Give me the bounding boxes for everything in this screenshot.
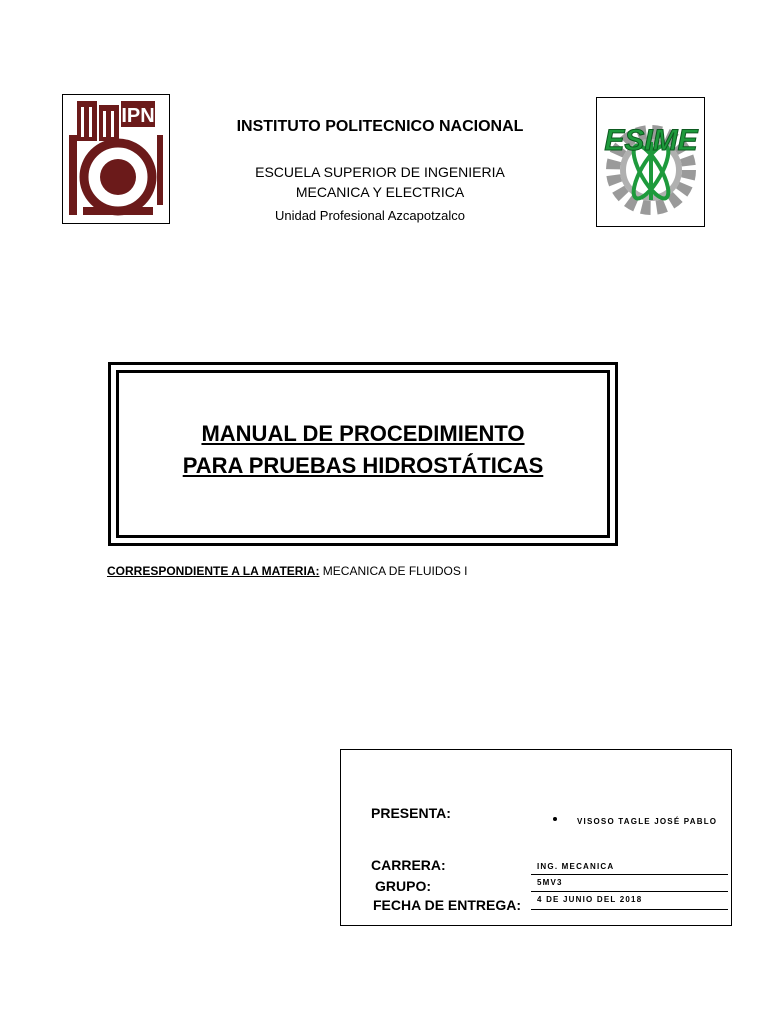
esime-gear-icon <box>597 98 704 226</box>
fecha-label: FECHA DE ENTREGA: <box>373 897 522 913</box>
title-frame-inner <box>116 370 610 538</box>
fecha-underline <box>531 909 728 910</box>
school-name-line2: MECANICA Y ELECTRICA <box>295 184 465 200</box>
institution-name: INSTITUTO POLITECNICO NACIONAL <box>236 118 524 135</box>
esime-logo <box>596 97 705 227</box>
presenta-label: PRESENTA: <box>371 805 451 821</box>
carrera-label: CARRERA: <box>371 857 446 873</box>
ipn-logo <box>62 94 170 224</box>
title-frame <box>108 362 618 546</box>
subject-label: CORRESPONDIENTE A LA MATERIA: <box>107 564 320 578</box>
title-line1: MANUAL DE PROCEDIMIENTO <box>201 421 525 446</box>
carrera-value: ING. MECANICA <box>537 862 615 871</box>
subject-value: MECANICA DE FLUIDOS I <box>322 564 468 578</box>
fecha-value: 4 DE JUNIO DEL 2018 <box>537 895 643 904</box>
carrera-underline <box>531 874 728 875</box>
svg-text:ESIME: ESIME <box>604 124 698 157</box>
grupo-underline <box>531 891 728 892</box>
student-name: VISOSO TAGLE JOSÉ PABLO <box>577 817 718 826</box>
title-line2: PARA PRUEBAS HIDROSTÁTICAS <box>182 453 544 478</box>
ipn-emblem-icon <box>63 95 169 223</box>
subject-line <box>107 564 468 578</box>
school-name-line1: ESCUELA SUPERIOR DE INGENIERIA <box>255 164 505 180</box>
grupo-label: GRUPO: <box>375 878 431 894</box>
unit-name: Unidad Profesional Azcapotzalco <box>274 208 466 223</box>
bullet-icon <box>553 817 557 821</box>
svg-text:IPN: IPN <box>121 105 155 127</box>
grupo-value: 5MV3 <box>537 878 563 887</box>
presenter-info-box <box>340 749 732 926</box>
